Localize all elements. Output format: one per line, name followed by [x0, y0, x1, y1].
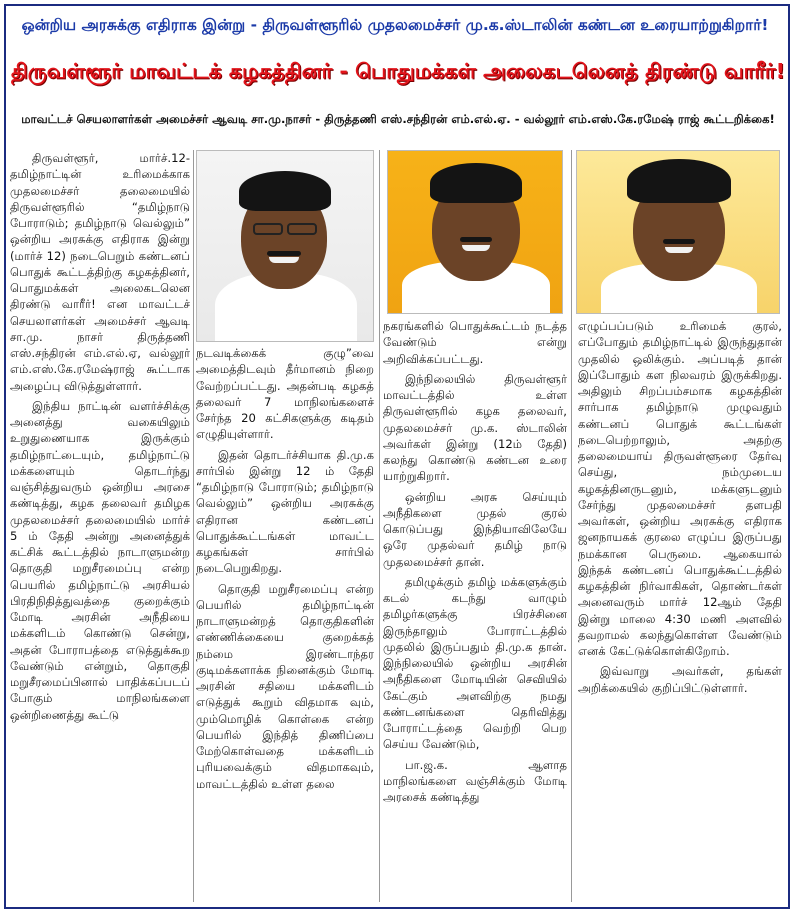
paragraph: நடவடிக்கைக் குழு”வை அமைத்திடவும் தீர்மானம் நிறை வேற்றப்பட்டது. அதன்படி கழகத் தலைவர் 7 மாநிலங்களைச் சேர்ந்த 20 கட்சிகளுக்கு கடிதம் எழுதியுள்ளார்.	[196, 346, 374, 442]
paragraph: எழுப்பப்படும் உரிமைக் குரல், எப்போதும் தமிழ்நாட்டில் இருந்துதான் முதலில் ஒலிக்கும். அப்படித் தான் இப்போதும் கள நிலவரம் இருக்கிறது. அதிலும் சிறப்பம்சமாக கழகத்தின் சார்பாக தமிழ்நாடு முழுவதும் கண்டனப் பொதுக் கூட்டங்கள் நடைபெற்றாலும், அதற்கு தலைமையாய் திருவள்ளூரை தேர்வு செய்து, நம்முடைய கழகத்தினருடனும், மக்களுடனும் சேர்ந்து முதலமைச்சர் தளபதி அவர்கள், ஒன்றிய அரசுக்கு எதிராக ஜனநாயகக் குரலை எழுப்ப இருப்பது நமக்கான பெருமை. ஆகையால் இந்தக் கண்டனப் பொதுக்கூட்டத்தில் கழகத்தின் நிர்வாகிகள், தொண்டர்கள் அனைவரும் மார்ச் 12ஆம் தேதி இன்று மாலை 4:30 மணி அளவில் தவறாமல் கலந்துகொள்ள வேண்டும் எனக் கேட்டுக்கொள்கிறோம்.	[578, 319, 782, 658]
portrait-photo-1	[196, 150, 374, 342]
headline: திருவள்ளூர் மாவட்டக் கழகத்தினர் - பொதுமக்கள் அலைகடலெனத் திரண்டு வாரீர்!	[11, 59, 785, 83]
paragraph: ஒன்றிய அரசு செய்யும் அநீதிகளை முதல் குரல் கொடுப்பது இந்தியாவிலேயே ஒரே முதல்வர் தமிழ் நாடு முதலமைச்சர் தான்.	[383, 489, 567, 569]
article-column-1	[10, 150, 190, 727]
paragraph: இவ்வாறு அவர்கள், தங்கள் அறிக்கையில் குறிப்பிட்டுள்ளார்.	[578, 664, 782, 695]
paragraph: தமிழுக்கும் தமிழ் மக்களுக்கும் கடல் கடந்து வாழும் தமிழர்களுக்கு பிரச்சினை இருந்தாலும் போராட்டத்தில் முதலில் இருப்பதும் தி.மு.க தான். இந்நிலையில் ஒன்றிய அரசின் அநீதிகளை மோடியின் செவியில் கேட்கும் அளவிற்கு நமது கண்டனங்களை தெரிவித்து போராட்டத்தை வெற்றி பெற செய்ய வேண்டும்,	[383, 574, 567, 752]
portrait-photo-2	[387, 150, 563, 314]
article-column-4	[578, 318, 782, 700]
paragraph: தொகுதி மறுசீரமைப்பு என்ற பெயரில் தமிழ்நாட்டின் நாடாளுமன்றத் தொகுதிகளின் எண்ணிக்கையை குறைக்கத் நம்மை இரண்டாந்தர குடிமக்களாக்க நினைக்கும் மோடி அரசின் சதியை மக்களிடம் எடுத்துக் கூறும் விதமாக வும், மும்மொழிக் கொள்கை என்ற பெயரில் இந்தித் திணிப்பை மேற்கொள்வதை மக்களிடம் புரியவைக்கும் விதமாகவும், மாவட்டத்தில் உள்ள தலை	[196, 581, 374, 791]
paragraph: இந்திய நாட்டின் வளர்ச்சிக்கு அனைத்து வகையிலும் உறுதுணையாக இருக்கும் தமிழ்நாட்டையும், தமிழ்நாட்டு மக்களையும் தொடர்ந்து வஞ்சித்துவரும் ஒன்றிய அரசை கண்டித்து, கழக தலைவர் தமிழக முதலமைச்சர் தலைமையில் மார்ச் 5 ம் தேதி அன்று அனைத்துக் கட்சிக் கூட்டத்தில் நாடாளுமன்ற தொகுதி மறுசீரமைப்பு என்ற பெயரில் தமிழ்நாட்டு அரசியல் பிரதிநிதித்துவத்தை குறைக்கும் மோடி அரசின் அநீதியை மக்களிடம் கொண்டு சென்று, அதன் போராபத்தை எடுத்துக்கூற வேண்டும் என்றும், தொகுதி மறுசீரமைப்பினால் பாதிக்கப்படப் போகும் மாநிலங்களை ஒன்றிணைத்து கூட்டு	[10, 398, 190, 722]
portrait-photo-3	[576, 150, 780, 314]
column-rule	[193, 150, 194, 902]
kicker-line: ஒன்றிய அரசுக்கு எதிராக இன்று - திருவள்ளூரில் முதலமைச்சர் மு.க.ஸ்டாலின் கண்டன உரையாற்றுகிறார்!	[21, 16, 769, 34]
paragraph: இதன் தொடர்ச்சியாக தி.மு.க சார்பில் இன்று 12 ம் தேதி “தமிழ்நாடு போராடும்; தமிழ்நாடு வெல்லும்” ஒன்றிய அரசுக்கு எதிரான கண்டனப் பொதுக்கூட்டங்கள் மாவட்ட கழகங்கள் சார்பில் நடைபெறுகிறது.	[196, 447, 374, 576]
paragraph: இந்நிலையில் திருவள்ளூர் மாவட்டத்தில் உள்ள திருவள்ளூரில் கழக தலைவர், முதலமைச்சர் மு.க. ஸ்டாலின் அவர்கள் இன்று (12ம் தேதி) கலந்து கொண்டு கண்டன உரை யாற்றுகிறார்.	[383, 371, 567, 484]
article-column-2	[196, 345, 374, 796]
paragraph: திருவள்ளூர், மார்ச்.12- தமிழ்நாட்டின் உரிமைக்காக முதலமைச்சர் தலைமையில் திருவள்ளூரில் “தமிழ்நாடு போராடும்; தமிழ்நாடு வெல்லும்” ஒன்றிய அரசுக்கு எதிராக இன்று (மார்ச் 12) நடைபெறும் கண்டனப் பொதுக் கூட்டத்திற்கு கழகத்தினர், பொதுமக்கள் அலைகடலென திரண்டு வாரீர்! என மாவட்டச் செயலாளர்கள் அமைச்சர் ஆவடி சா.மு. நாசர் திருத்தணி எஸ்.சந்திரன் எம்.எல்.ஏ, வல்லூர் எம்.எஸ்.கே.ரமேஷ்ராஜ் கூட்டாக அழைப்பு விடுத்துள்ளார்.	[10, 151, 190, 393]
paragraph: பா.ஜ.க. ஆளாத மாநிலங்களை வஞ்சிக்கும் மோடி அரசைக் கண்டித்து	[383, 757, 567, 804]
paragraph: நகரங்களில் பொதுக்கூட்டம் நடத்த வேண்டும் என்று அறிவிக்கப்பட்டது.	[383, 319, 567, 366]
article-column-3	[383, 318, 567, 809]
subheadline: மாவட்டச் செயலாளர்கள் அமைச்சர் ஆவடி சா.மு.நாசர் - திருத்தணி எஸ்.சந்திரன் எம்.எல்.ஏ. - வல்லூர் எம்.எஸ்.கே.ரமேஷ் ராஜ் கூட்டறிக்கை!	[21, 112, 775, 126]
column-rule	[571, 150, 572, 902]
column-rule	[379, 150, 380, 902]
